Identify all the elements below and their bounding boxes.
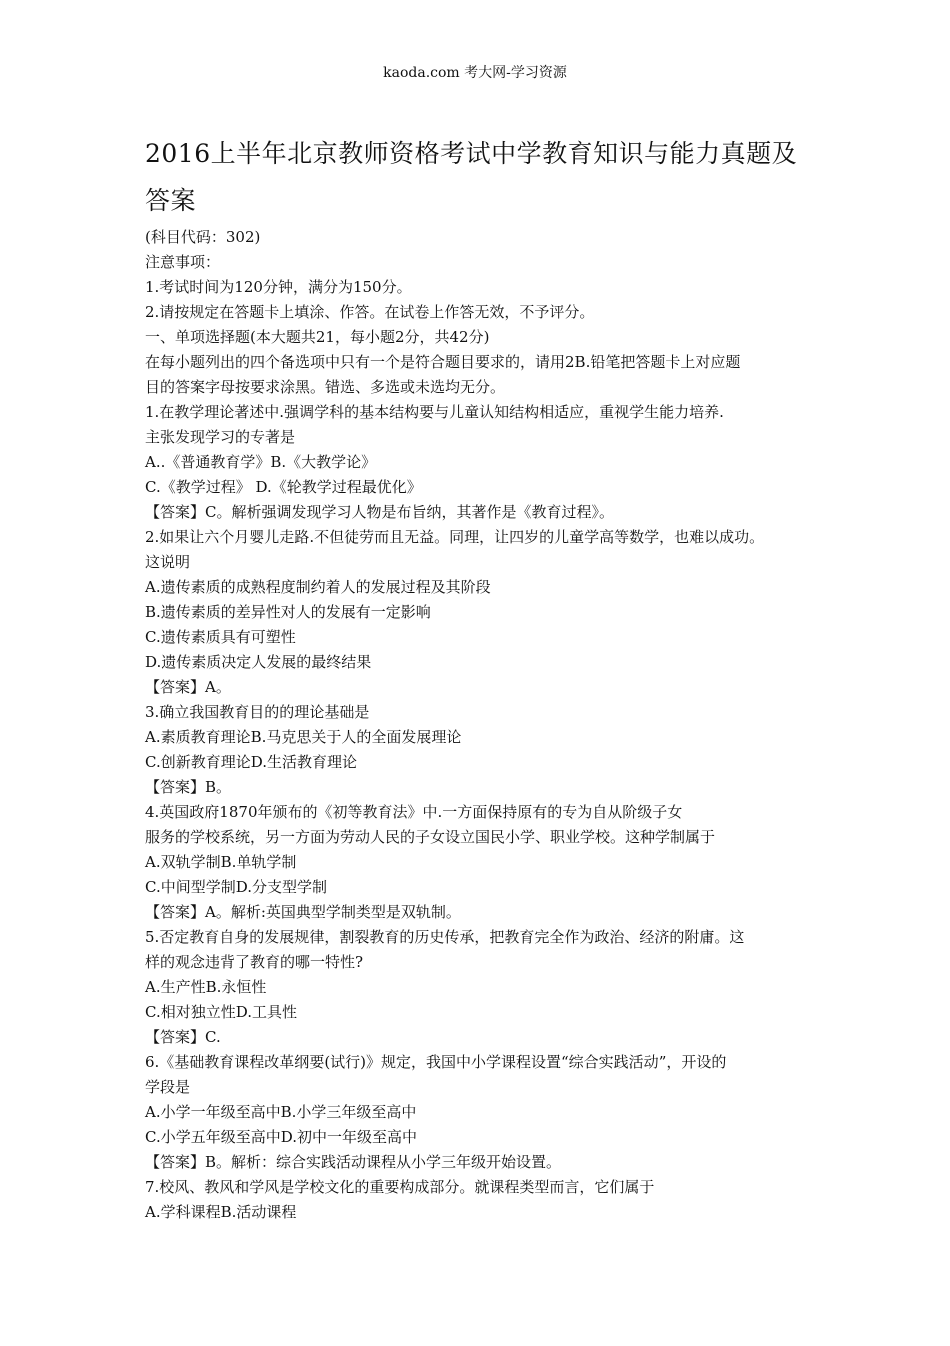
question-option: C.创新教育理论D.生活教育理论 xyxy=(145,753,357,771)
question-option: C.中间型学制D.分支型学制 xyxy=(145,878,327,896)
notice-item: 2.请按规定在答题卡上填涂、作答。在试卷上作答无效，不予评分。 xyxy=(145,303,595,321)
question-text: 4.英国政府1870年颁布的《初等教育法》中.一方面保持原有的专为自从阶级子女 xyxy=(145,803,683,821)
question-option: A.学科课程B.活动课程 xyxy=(145,1203,297,1221)
question-option: D.遗传素质决定人发展的最终结果 xyxy=(145,653,372,671)
question-text: 主张发现学习的专著是 xyxy=(145,428,296,446)
question-option: A.遗传素质的成熟程度制约着人的发展过程及其阶段 xyxy=(145,578,491,596)
section-instruction: 目的答案字母按要求涂黑。错选、多选或未选均无分。 xyxy=(145,378,506,396)
question-text: 3.确立我国教育目的的理论基础是 xyxy=(145,703,370,721)
title-line: 2016上半年北京教师资格考试中学教育知识与能力真题及 xyxy=(145,139,798,168)
question-option: C.遗传素质具有可塑性 xyxy=(145,628,296,646)
question-text: 2.如果让六个月婴儿走路.不但徒劳而且无益。同理，让四岁的儿童学高等数学，也难以成功。 xyxy=(145,528,765,546)
answer-line: 【答案】A。解析:英国典型学制类型是双轨制。 xyxy=(145,903,461,921)
answer-line: 【答案】B。解析：综合实践活动课程从小学三年级开始设置。 xyxy=(145,1153,562,1171)
question-text: 1.在教学理论著述中.强调学科的基本结构要与儿童认知结构相适应，重视学生能力培养. xyxy=(145,403,724,421)
question-option: A.小学一年级至高中B.小学三年级至高中 xyxy=(145,1103,417,1121)
question-text: 5.否定教育自身的发展规律，割裂教育的历史传承，把教育完全作为政治、经济的附庸。这 xyxy=(145,928,745,946)
question-text: 6.《基础教育课程改革纲要(试行)》规定，我国中小学课程设置“综合实践活动”，开设的 xyxy=(145,1053,727,1071)
question-option: A.素质教育理论B.马克思关于人的全面发展理论 xyxy=(145,728,462,746)
document-body xyxy=(145,225,835,1225)
question-option: C.小学五年级至高中D.初中一年级至高中 xyxy=(145,1128,417,1146)
question-option: B.遗传素质的差异性对人的发展有一定影响 xyxy=(145,603,431,621)
question-text: 7.校风、教风和学风是学校文化的重要构成部分。就课程类型而言，它们属于 xyxy=(145,1178,655,1196)
question-option: C.《教学过程》 D.《轮教学过程最优化》 xyxy=(145,478,422,496)
page-header: kaoda.com 考大网-学习资源 xyxy=(383,65,567,81)
question-text: 学段是 xyxy=(145,1078,191,1096)
question-option: A..《普通教育学》B.《大教学论》 xyxy=(145,453,377,471)
answer-line: 【答案】C. xyxy=(145,1028,221,1046)
question-text: 这说明 xyxy=(145,553,191,571)
subject-code: (科目代码：302) xyxy=(145,228,261,246)
question-text: 服务的学校系统，另一方面为劳动人民的子女设立国民小学、职业学校。这种学制属于 xyxy=(145,828,716,846)
answer-line: 【答案】B。 xyxy=(145,778,232,796)
answer-line: 【答案】A。 xyxy=(145,678,231,696)
section-instruction: 在每小题列出的四个备选项中只有一个是符合题目要求的，请用2B.铅笔把答题卡上对应题 xyxy=(145,353,741,371)
document-title xyxy=(145,130,845,224)
question-option: C.相对独立性D.工具性 xyxy=(145,1003,297,1021)
question-option: A.生产性B.永恒性 xyxy=(145,978,267,996)
section-heading: 一、单项选择题(本大题共21，每小题2分，共42分) xyxy=(145,328,490,346)
notice-item: 1.考试时间为120分钟，满分为150分。 xyxy=(145,278,412,296)
question-text: 样的观念违背了教育的哪一特性? xyxy=(145,953,364,971)
notice-heading: 注意事项： xyxy=(145,253,221,271)
title-line: 答案 xyxy=(145,186,197,215)
question-option: A.双轨学制B.单轨学制 xyxy=(145,853,297,871)
answer-line: 【答案】C。解析强调发现学习人物是布旨纳，其著作是《教育过程》。 xyxy=(145,503,614,521)
